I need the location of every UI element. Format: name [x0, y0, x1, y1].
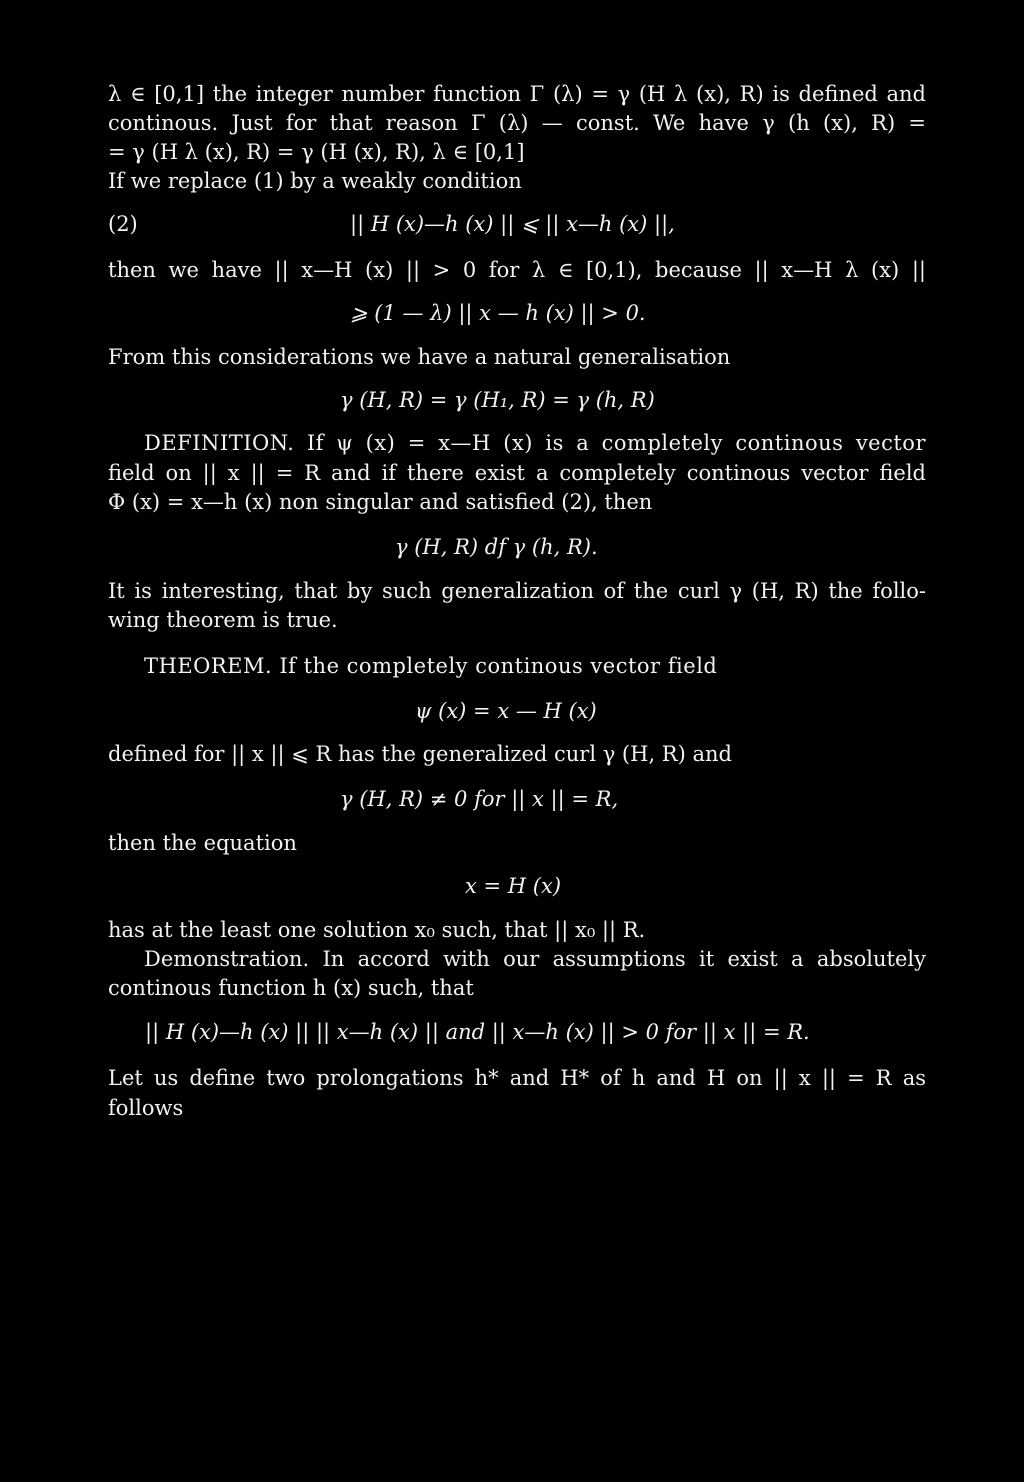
equation-inequality: ⩾ (1 — λ) || x — h (x) || > 0. [350, 301, 646, 325]
definition-line-1: DEFINITION. If ψ (x) = x—H (x) is a completely continous vector [144, 431, 926, 455]
equation-curl-nonzero: γ (H, R) ≠ 0 for || x || = R, [340, 787, 619, 811]
text-line-3: = γ (H λ (x), R) = γ (H (x), R), λ ∈ [0,1] [108, 140, 525, 164]
text-line-7: then we have || x—H (x) || > 0 for λ ∈ [0,1), because || x—H λ (x) || [108, 258, 926, 282]
equation-condition-2: || H (x)—h (x) || ⩽ || x—h (x) ||, [350, 212, 675, 236]
equation-psi: ψ (x) = x — H (x) [415, 699, 597, 723]
text-line-23: has at the least one solution x₀ such, that || x₀ || R. [108, 918, 646, 942]
text-line-2: continous. Just for that reason Γ (λ) — const. We have γ (h (x), R) = [108, 111, 926, 135]
equation-definition: γ (H, R) df γ (h, R). [395, 535, 598, 559]
text-line-4: If we replace (1) by a weakly condition [108, 169, 522, 193]
text-line-28: follows [108, 1096, 184, 1120]
text-line-1: λ ∈ [0,1] the integer number function Γ (λ) = γ (H λ (x), R) is defined and [108, 82, 926, 106]
equation-generalisation: γ (H, R) = γ (H₁, R) = γ (h, R) [340, 388, 655, 412]
text-line-16: wing theorem is true. [108, 608, 338, 632]
text-line-19: defined for || x || ⩽ R has the generalized curl γ (H, R) and [108, 742, 732, 766]
equation-assumption: || H (x)—h (x) || || x—h (x) || and || x—h (x) || > 0 for || x || = R. [145, 1020, 810, 1044]
demonstration-line-1: Demonstration. In accord with our assumptions it exist a absolutely [144, 947, 926, 971]
text-line-15: It is interesting, that by such generalization of the curl γ (H, R) the follo- [108, 579, 926, 603]
theorem-heading-line: THEOREM. If the completely continous vector field [144, 654, 718, 678]
equation-fixed-point: x = H (x) [465, 874, 562, 898]
demonstration-line-2: continous function h (x) such, that [108, 976, 474, 1000]
equation-number-2: (2) [108, 212, 138, 236]
definition-line-2: field on || x || = R and if there exist a completely continous vector field [108, 461, 926, 485]
text-line-27: Let us define two prolongations h* and H* of h and H on || x || = R as [108, 1066, 926, 1090]
definition-line-3: Φ (x) = x—h (x) non singular and satisfied (2), then [108, 490, 653, 514]
text-line-9: From this considerations we have a natural generalisation [108, 345, 731, 369]
text-line-21: then the equation [108, 831, 297, 855]
